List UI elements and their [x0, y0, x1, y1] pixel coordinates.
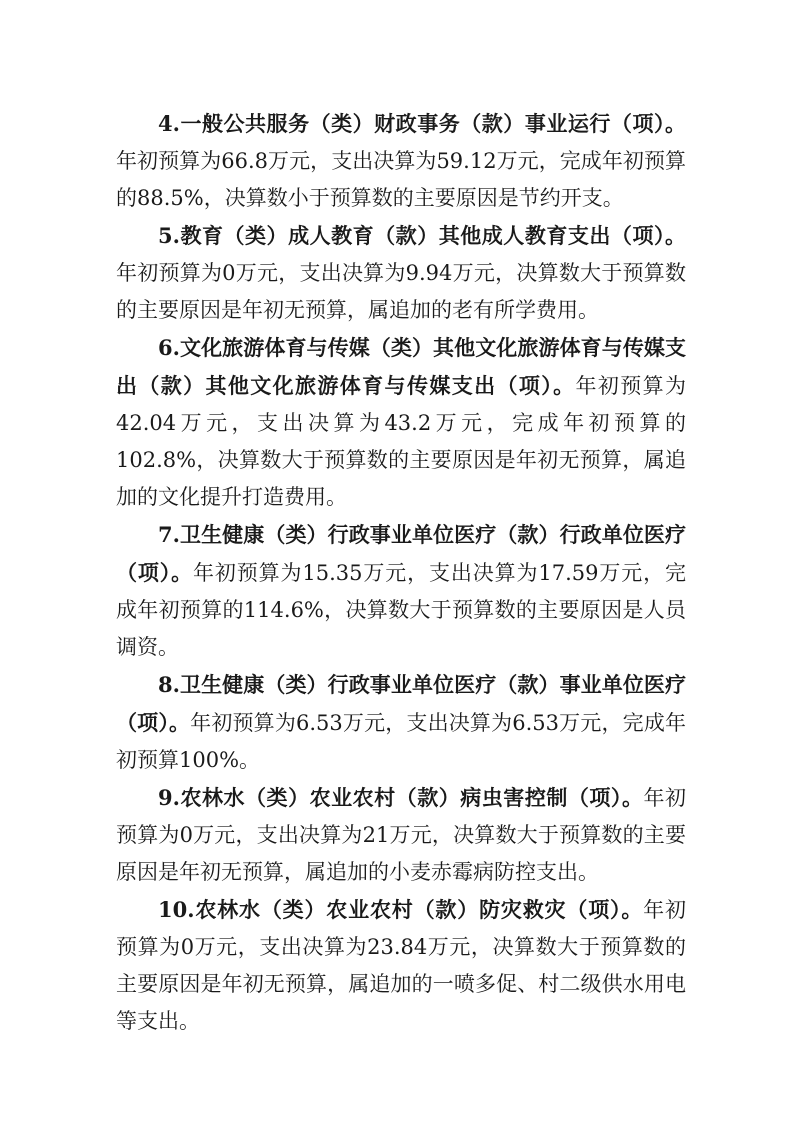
paragraph-heading: 10.农林水（类）农业农村（款）防灾救灾（项）。	[158, 897, 644, 922]
paragraph-text: 年初预算为6.53万元，支出决算为6.53万元，完成年初预算100%。	[116, 711, 687, 772]
paragraph-heading: 8.卫生健康（类）行政事业单位医疗（款）事业单位医疗（项）。	[116, 672, 686, 735]
paragraph-text: 年初预算为0万元，支出决算为21万元，决算数大于预算数的主要原因是年初无预算，属追加的小麦赤霉病防控支出。	[116, 786, 687, 884]
paragraph-heading: 7.卫生健康（类）行政事业单位医疗（款）行政单位医疗（项）。	[116, 522, 686, 585]
paragraph-text: 年初预算为66.8万元，支出决算为59.12万元，完成年初预算的88.5%，决算数小于预算数的主要原因是节约开支。	[116, 149, 686, 210]
paragraph-item-4	[116, 105, 686, 217]
paragraph-item-6	[116, 329, 686, 516]
paragraph-heading: 9.农林水（类）农业农村（款）病虫害控制（项）。	[158, 785, 644, 810]
paragraph-text: 年初预算为0万元，支出决算为23.84万元，决算数大于预算数的主要原因是年初无预算，属追加的一喷多促、村二级供水用电等支出。	[116, 898, 686, 1033]
paragraph-item-9	[116, 779, 686, 891]
paragraph-text: 年初预算为0万元，支出决算为9.94万元，决算数大于预算数的主要原因是年初无预算，属追加的老有所学费用。	[116, 261, 686, 322]
document-body	[116, 105, 686, 1040]
paragraph-heading: 5.教育（类）成人教育（款）其他成人教育支出（项）。	[158, 223, 686, 248]
paragraph-heading: 6.文化旅游体育与传媒（类）其他文化旅游体育与传媒支出（款）其他文化旅游体育与传媒支出（项）。	[116, 335, 686, 398]
paragraph-item-8	[116, 666, 686, 779]
paragraph-item-10	[116, 891, 686, 1040]
paragraph-text: 年初预算为42.04万元，支出决算为43.2万元，完成年初预算的102.8%，决算数大于预算数的主要原因是年初无预算，属追加的文化提升打造费用。	[116, 374, 687, 509]
paragraph-item-7	[116, 516, 686, 666]
paragraph-heading: 4.一般公共服务（类）财政事务（款）事业运行（项）。	[158, 111, 686, 136]
paragraph-item-5	[116, 217, 686, 329]
paragraph-text: 年初预算为15.35万元，支出决算为17.59万元，完成年初预算的114.6%，决算数大于预算数的主要原因是人员调资。	[116, 561, 686, 659]
